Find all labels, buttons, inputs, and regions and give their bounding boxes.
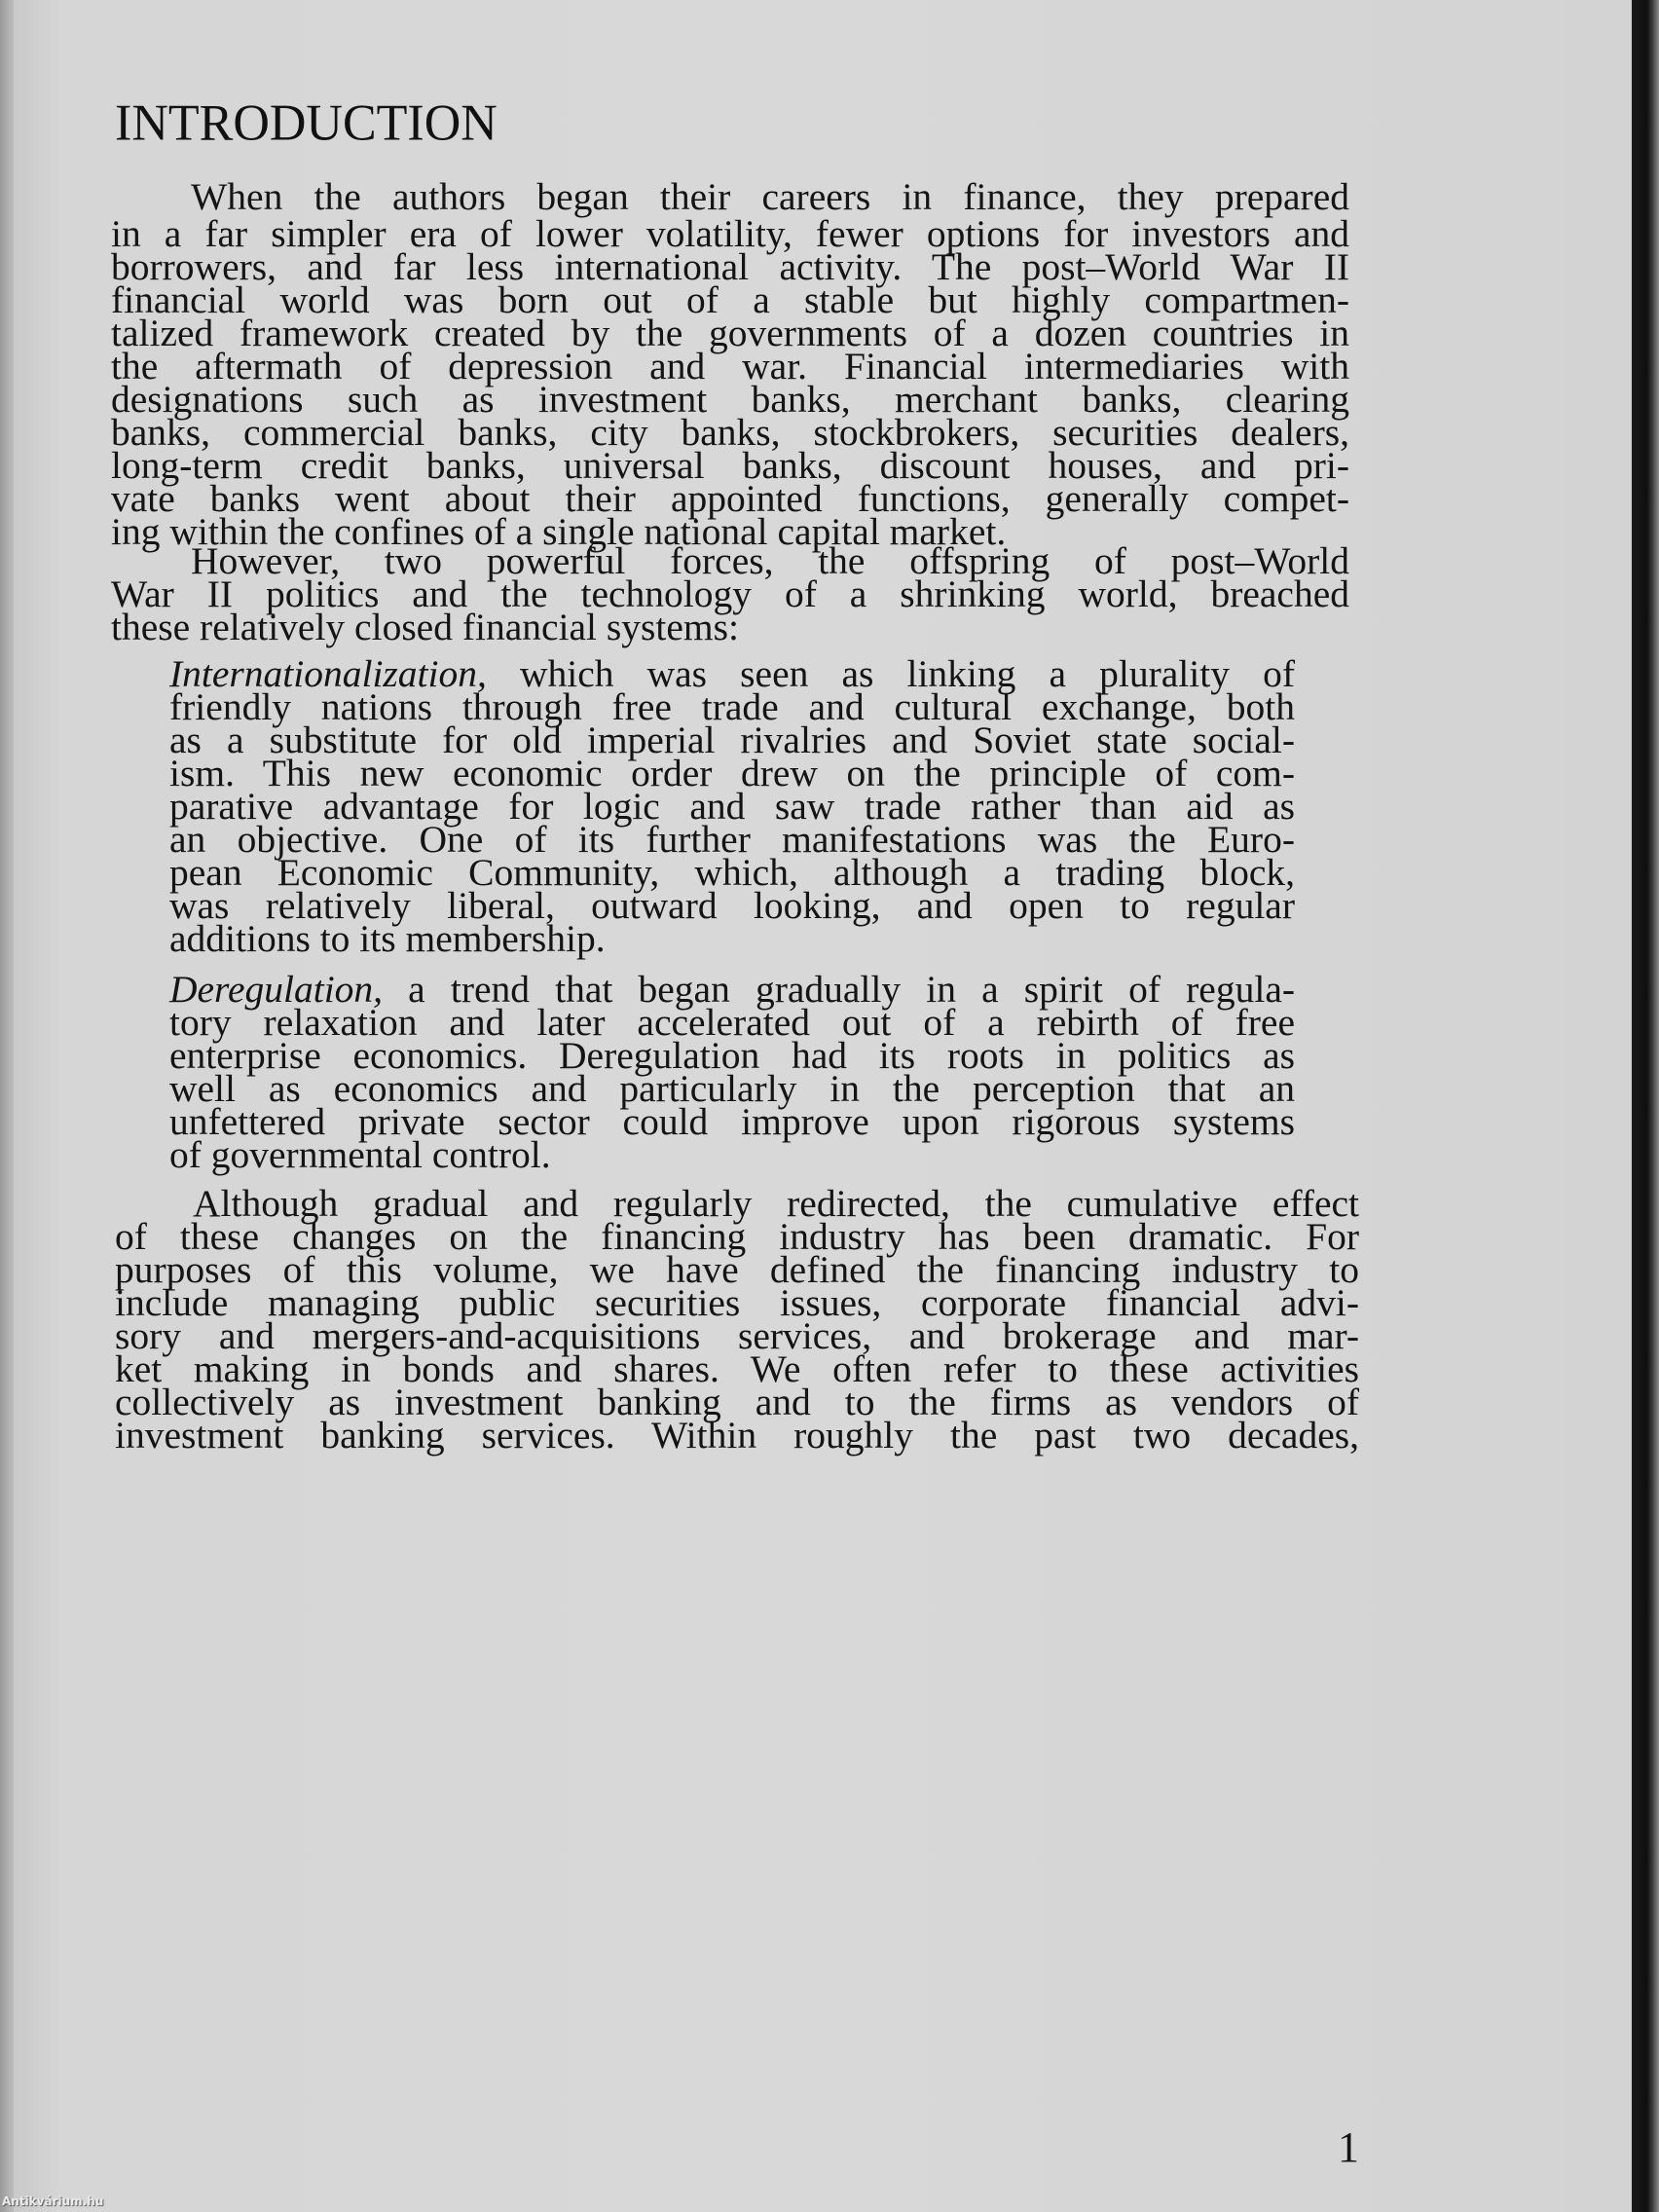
text-line: financial world was born out of a stable but highly compartmen-	[111, 278, 1349, 321]
text-line: parative advantage for logic and saw trade rather than aid as	[169, 785, 1295, 828]
text-line: ing within the confines of a single national capital market.	[111, 510, 1007, 553]
text-line: designations such as investment banks, merchant banks, clearing	[111, 378, 1349, 421]
text-line: borrowers, and far less international activity. The post–World War II	[111, 245, 1349, 288]
text-line: War II politics and the technology of a shrinking world, breached	[111, 572, 1349, 615]
term-internationalization: Internationalization,	[169, 652, 487, 695]
text-line: was relatively liberal, outward looking, and open to regular	[169, 884, 1295, 927]
text-line: additions to its membership.	[169, 917, 606, 960]
text-line: Although gradual and regularly redirected, the cumulative effect	[193, 1182, 1359, 1225]
page-number: 1	[1338, 2123, 1359, 2171]
text-line: of these changes on the financing industry has been dramatic. For	[115, 1215, 1359, 1258]
watermark: Antikvárium.hu	[2, 2194, 104, 2208]
text-line: banks, commercial banks, city banks, stockbrokers, securities dealers,	[111, 411, 1349, 454]
text-line: friendly nations through free trade and cultural exchange, both	[169, 685, 1295, 728]
text-line: investment banking services. Within roughly the past two decades,	[115, 1414, 1359, 1456]
text-line: vate banks went about their appointed functions, generally compet-	[111, 477, 1349, 520]
text-line: talized framework created by the governments of a dozen countries in	[111, 312, 1349, 354]
text-line: pean Economic Community, which, although a trading block,	[169, 851, 1295, 894]
text-line: ism. This new economic order drew on the principle of com-	[169, 752, 1295, 794]
term-deregulation: Deregulation,	[169, 968, 384, 1011]
text-line: purposes of this volume, we have defined the financing industry to	[115, 1248, 1359, 1291]
chapter-title: INTRODUCTION	[115, 94, 498, 152]
text-line: these relatively closed financial systems:	[111, 606, 739, 648]
text-line: When the authors began their careers in finance, they prepared	[191, 175, 1349, 218]
text-line: sory and mergers-and-acquisitions services, and brokerage and mar-	[115, 1314, 1359, 1357]
text-line: include managing public securities issues, corporate financial advi-	[115, 1281, 1359, 1324]
text-line: in a far simpler era of lower volatility, fewer options for investors and	[111, 212, 1349, 255]
text-line: However, two powerful forces, the offspring of post–World	[191, 539, 1349, 582]
text-line: an objective. One of its further manifestations was the Euro-	[169, 818, 1295, 861]
text-line: ket making in bonds and shares. We often refer to these activities	[115, 1347, 1359, 1390]
book-spine-edge	[1632, 0, 1659, 2212]
text-line: unfettered private sector could improve upon rigorous systems	[169, 1100, 1295, 1143]
text-line: well as economics and particularly in the perception that an	[169, 1067, 1295, 1110]
text-line: collectively as investment banking and to the firms as vendors of	[115, 1381, 1359, 1423]
page-left-shadow	[0, 0, 14, 2212]
text-line: tory relaxation and later accelerated out of a rebirth of free	[169, 1001, 1295, 1044]
text-line: as a substitute for old imperial rivalries and Soviet state social-	[169, 719, 1295, 761]
text-span: which was seen as linking a plurality of	[486, 652, 1295, 695]
text-line: the aftermath of depression and war. Financial intermediaries with	[111, 345, 1349, 387]
text-line: long-term credit banks, universal banks, discount houses, and pri-	[111, 444, 1349, 487]
text-span: a trend that began gradually in a spirit of regula-	[383, 968, 1295, 1011]
text-line: of governmental control.	[169, 1133, 551, 1176]
text-line: enterprise economics. Deregulation had its roots in politics as	[169, 1034, 1295, 1077]
